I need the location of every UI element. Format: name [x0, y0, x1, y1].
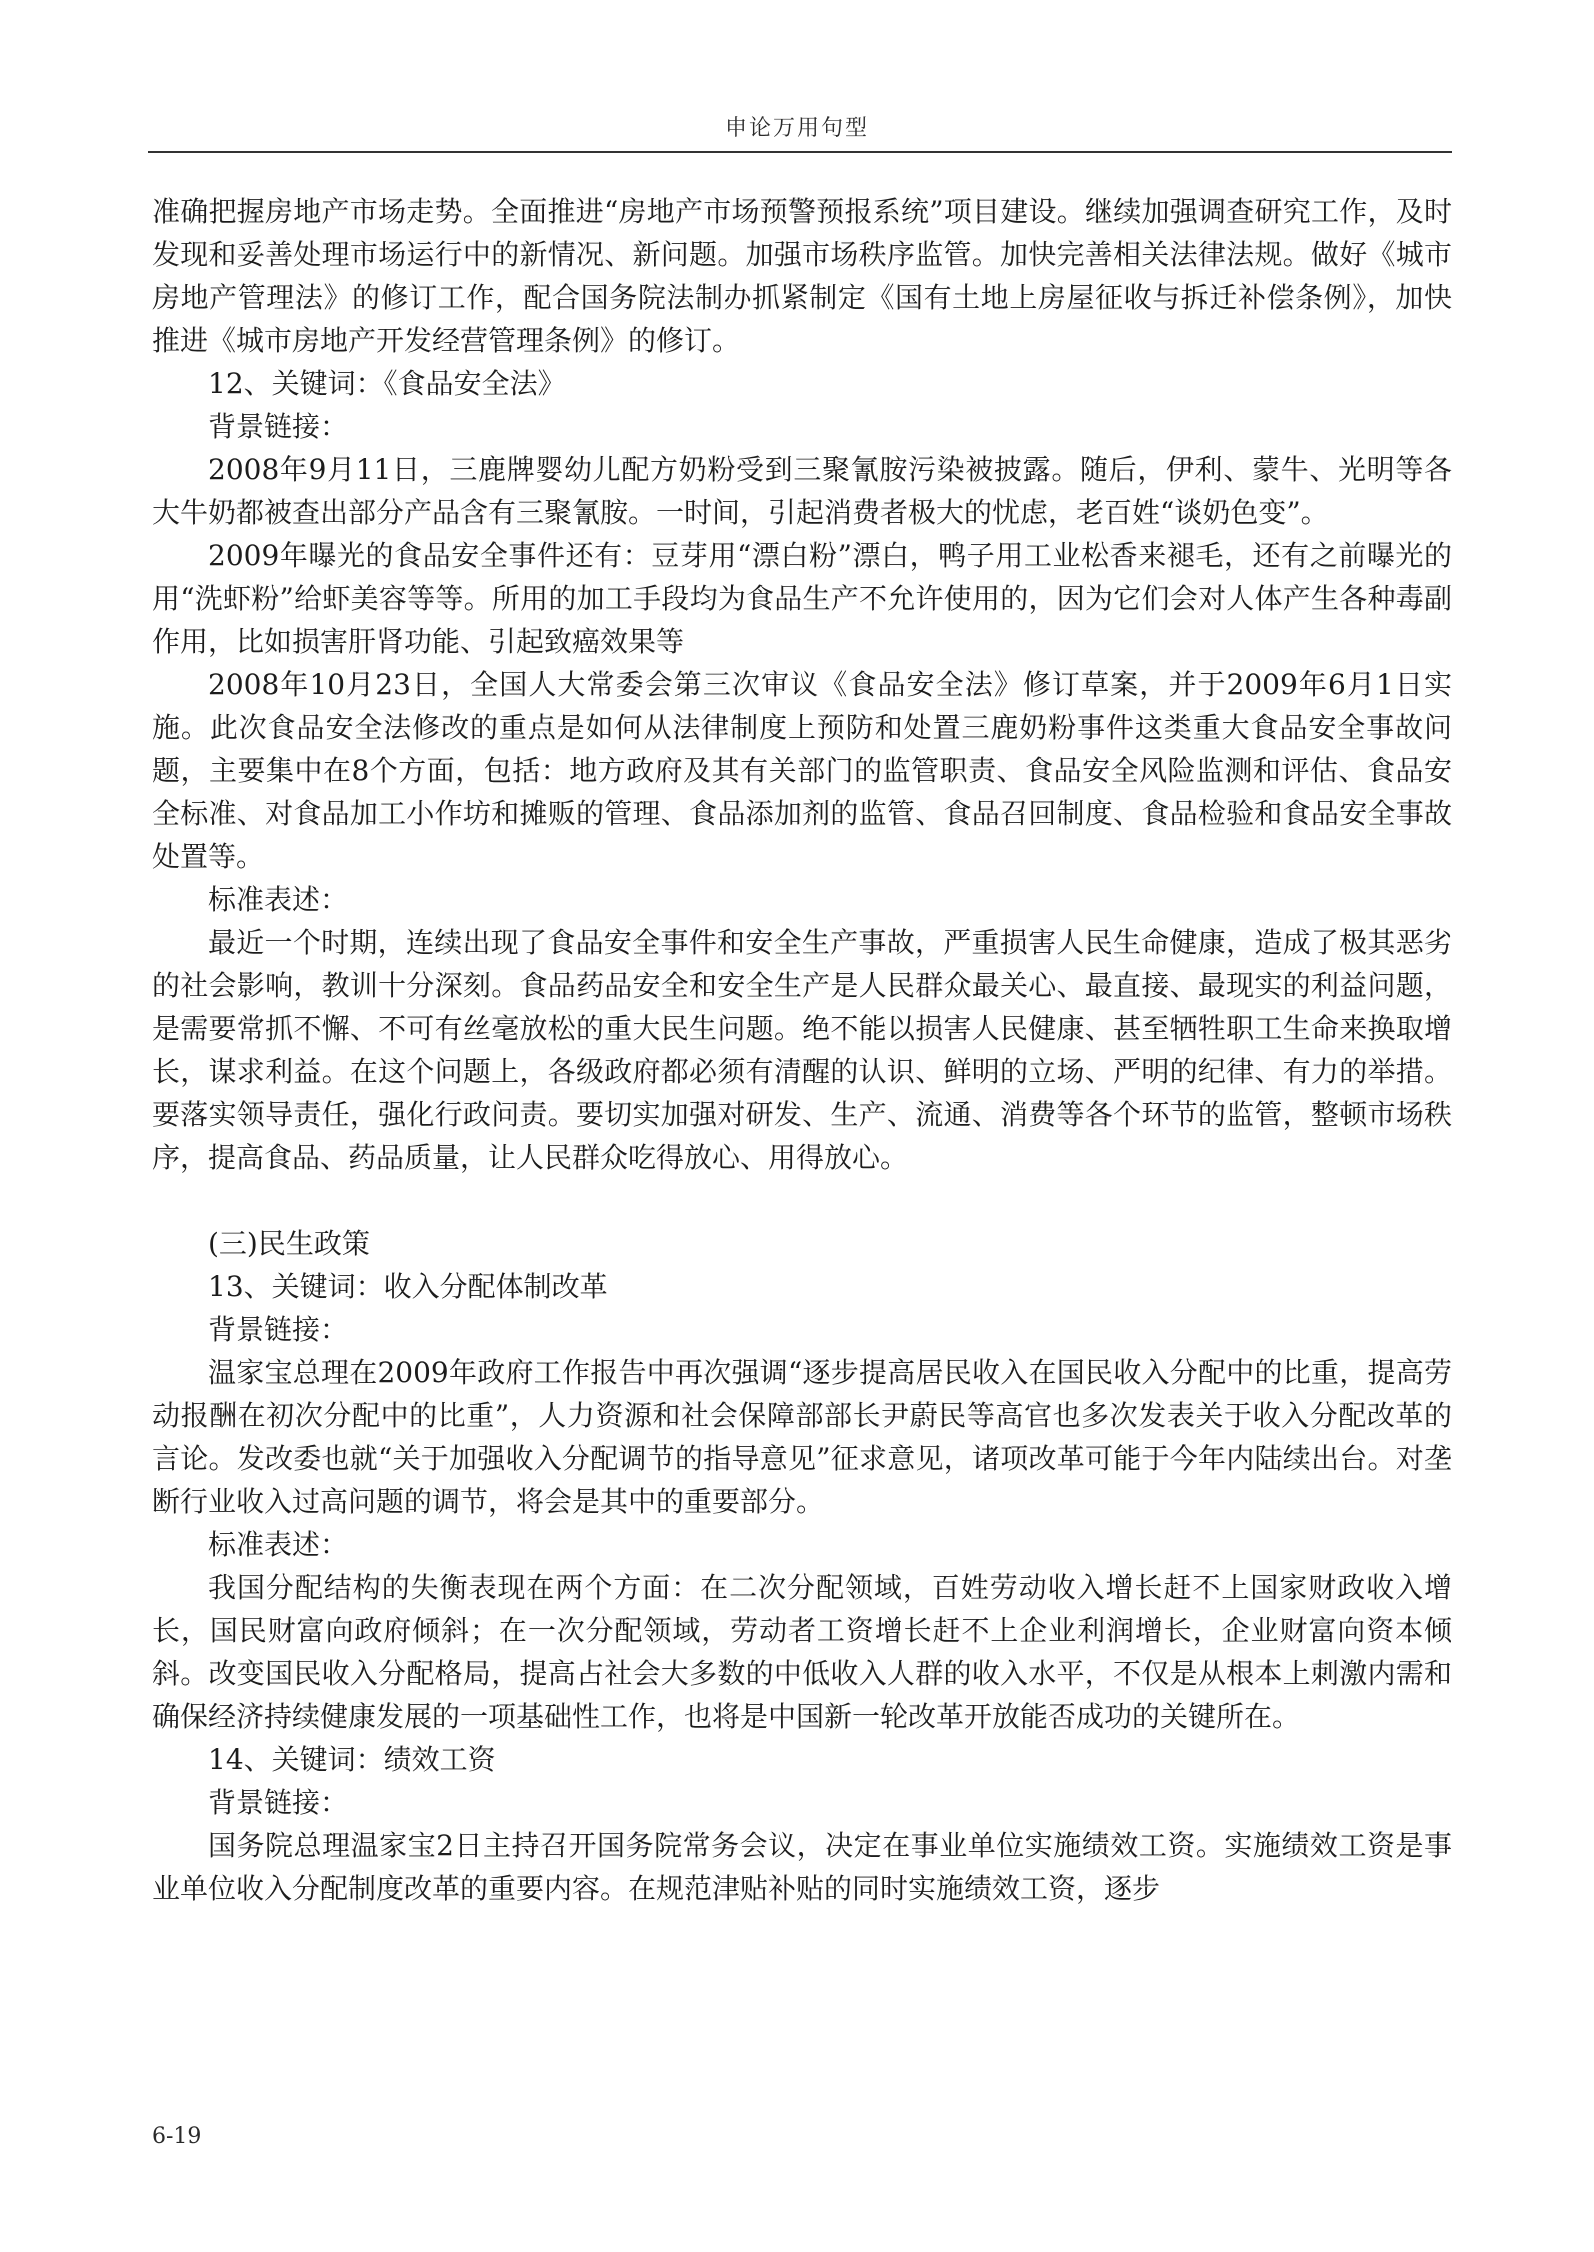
- keyword-heading-income-distribution: 13、关键词：收入分配体制改革: [208, 1270, 608, 1303]
- standard-expression-label: 标准表述：: [208, 883, 349, 916]
- section-gap: [152, 1179, 1452, 1222]
- paragraph-income-reform-background: 温家宝总理在2009年政府工作报告中再次强调“逐步提高居民收入在国民收入分配中的比重，提高劳动报酬在初次分配中的比重”，人力资源和社会保障部部长尹蔚民等高官也多次发表关于收入分配改革的言论。发改委也就“关于加强收入分配调节的指导意见”征求意见，诸项改革可能于今年内陆续出台。对垄断行业收入过高问题的调节，将会是其中的重要部分。: [152, 1356, 1452, 1518]
- document-body: [152, 190, 1452, 1910]
- page-number: 6-19: [152, 2124, 202, 2149]
- background-label: 背景链接：: [208, 1313, 349, 1346]
- paragraph-income-reform-statement: 我国分配结构的失衡表现在两个方面：在二次分配领域，百姓劳动收入增长赶不上国家财政收入增长，国民财富向政府倾斜；在一次分配领域，劳动者工资增长赶不上企业利润增长，企业财富向资本倾斜。改变国民收入分配格局，提高占社会大多数的中低收入人群的收入水平，不仅是从根本上刺激内需和确保经济持续健康发展的一项基础性工作，也将是中国新一轮改革开放能否成功的关键所在。: [152, 1571, 1452, 1733]
- paragraph-food-safety-law: 2008年10月23日，全国人大常委会第三次审议《食品安全法》修订草案，并于2009年6月1日实施。此次食品安全法修改的重点是如何从法律制度上预防和处置三鹿奶粉事件这类重大食品安全事故问题，主要集中在8个方面，包括：地方政府及其有关部门的监管职责、食品安全风险监测和评估、食品安全标准、对食品加工小作坊和摊贩的管理、食品添加剂的监管、食品召回制度、食品检验和食品安全事故处置等。: [152, 668, 1452, 873]
- background-label: 背景链接：: [208, 1786, 349, 1819]
- paragraph-property-market: 准确把握房地产市场走势。全面推进“房地产市场预警预报系统”项目建设。继续加强调查研究工作，及时发现和妥善处理市场运行中的新情况、新问题。加强市场秩序监管。加快完善相关法律法规。做好《城市房地产管理法》的修订工作，配合国务院法制办抓紧制定《国有土地上房屋征收与拆迁补偿条例》，加快推进《城市房地产开发经营管理条例》的修订。: [152, 195, 1452, 357]
- standard-expression-label: 标准表述：: [208, 1528, 349, 1561]
- paragraph-performance-pay: 国务院总理温家宝2日主持召开国务院常务会议，决定在事业单位实施绩效工资。实施绩效工资是事业单位收入分配制度改革的重要内容。在规范津贴补贴的同时实施绩效工资，逐步: [152, 1829, 1452, 1905]
- paragraph-2009-food-events: 2009年曝光的食品安全事件还有：豆芽用“漂白粉”漂白，鸭子用工业松香来褪毛，还有之前曝光的用“洗虾粉”给虾美容等等。所用的加工手段均为食品生产不允许使用的，因为它们会对人体产生各种毒副作用，比如损害肝肾功能、引起致癌效果等: [152, 539, 1452, 658]
- keyword-heading-food-safety: 12、关键词：《食品安全法》: [208, 367, 566, 400]
- background-label: 背景链接：: [208, 410, 349, 443]
- paragraph-sanlu-incident: 2008年9月11日，三鹿牌婴幼儿配方奶粉受到三聚氰胺污染被披露。随后，伊利、蒙牛、光明等各大牛奶都被查出部分产品含有三聚氰胺。一时间，引起消费者极大的忧虑，老百姓“谈奶色变”。: [152, 453, 1452, 529]
- header-divider: [148, 151, 1452, 153]
- page-header-title: 申论万用句型: [724, 116, 869, 141]
- paragraph-food-safety-statement: 最近一个时期，连续出现了食品安全事件和安全生产事故，严重损害人民生命健康，造成了极其恶劣的社会影响，教训十分深刻。食品药品安全和安全生产是人民群众最关心、最直接、最现实的利益问题，是需要常抓不懈、不可有丝毫放松的重大民生问题。绝不能以损害人民健康、甚至牺牲职工生命来换取增长，谋求利益。在这个问题上，各级政府都必须有清醒的认识、鲜明的立场、严明的纪律、有力的举措。要落实领导责任，强化行政问责。要切实加强对研发、生产、流通、消费等各个环节的监管，整顿市场秩序，提高食品、药品质量，让人民群众吃得放心、用得放心。: [152, 926, 1452, 1174]
- keyword-heading-performance-pay: 14、关键词：绩效工资: [208, 1743, 496, 1776]
- section-heading-livelihood-policy: (三)民生政策: [208, 1227, 370, 1260]
